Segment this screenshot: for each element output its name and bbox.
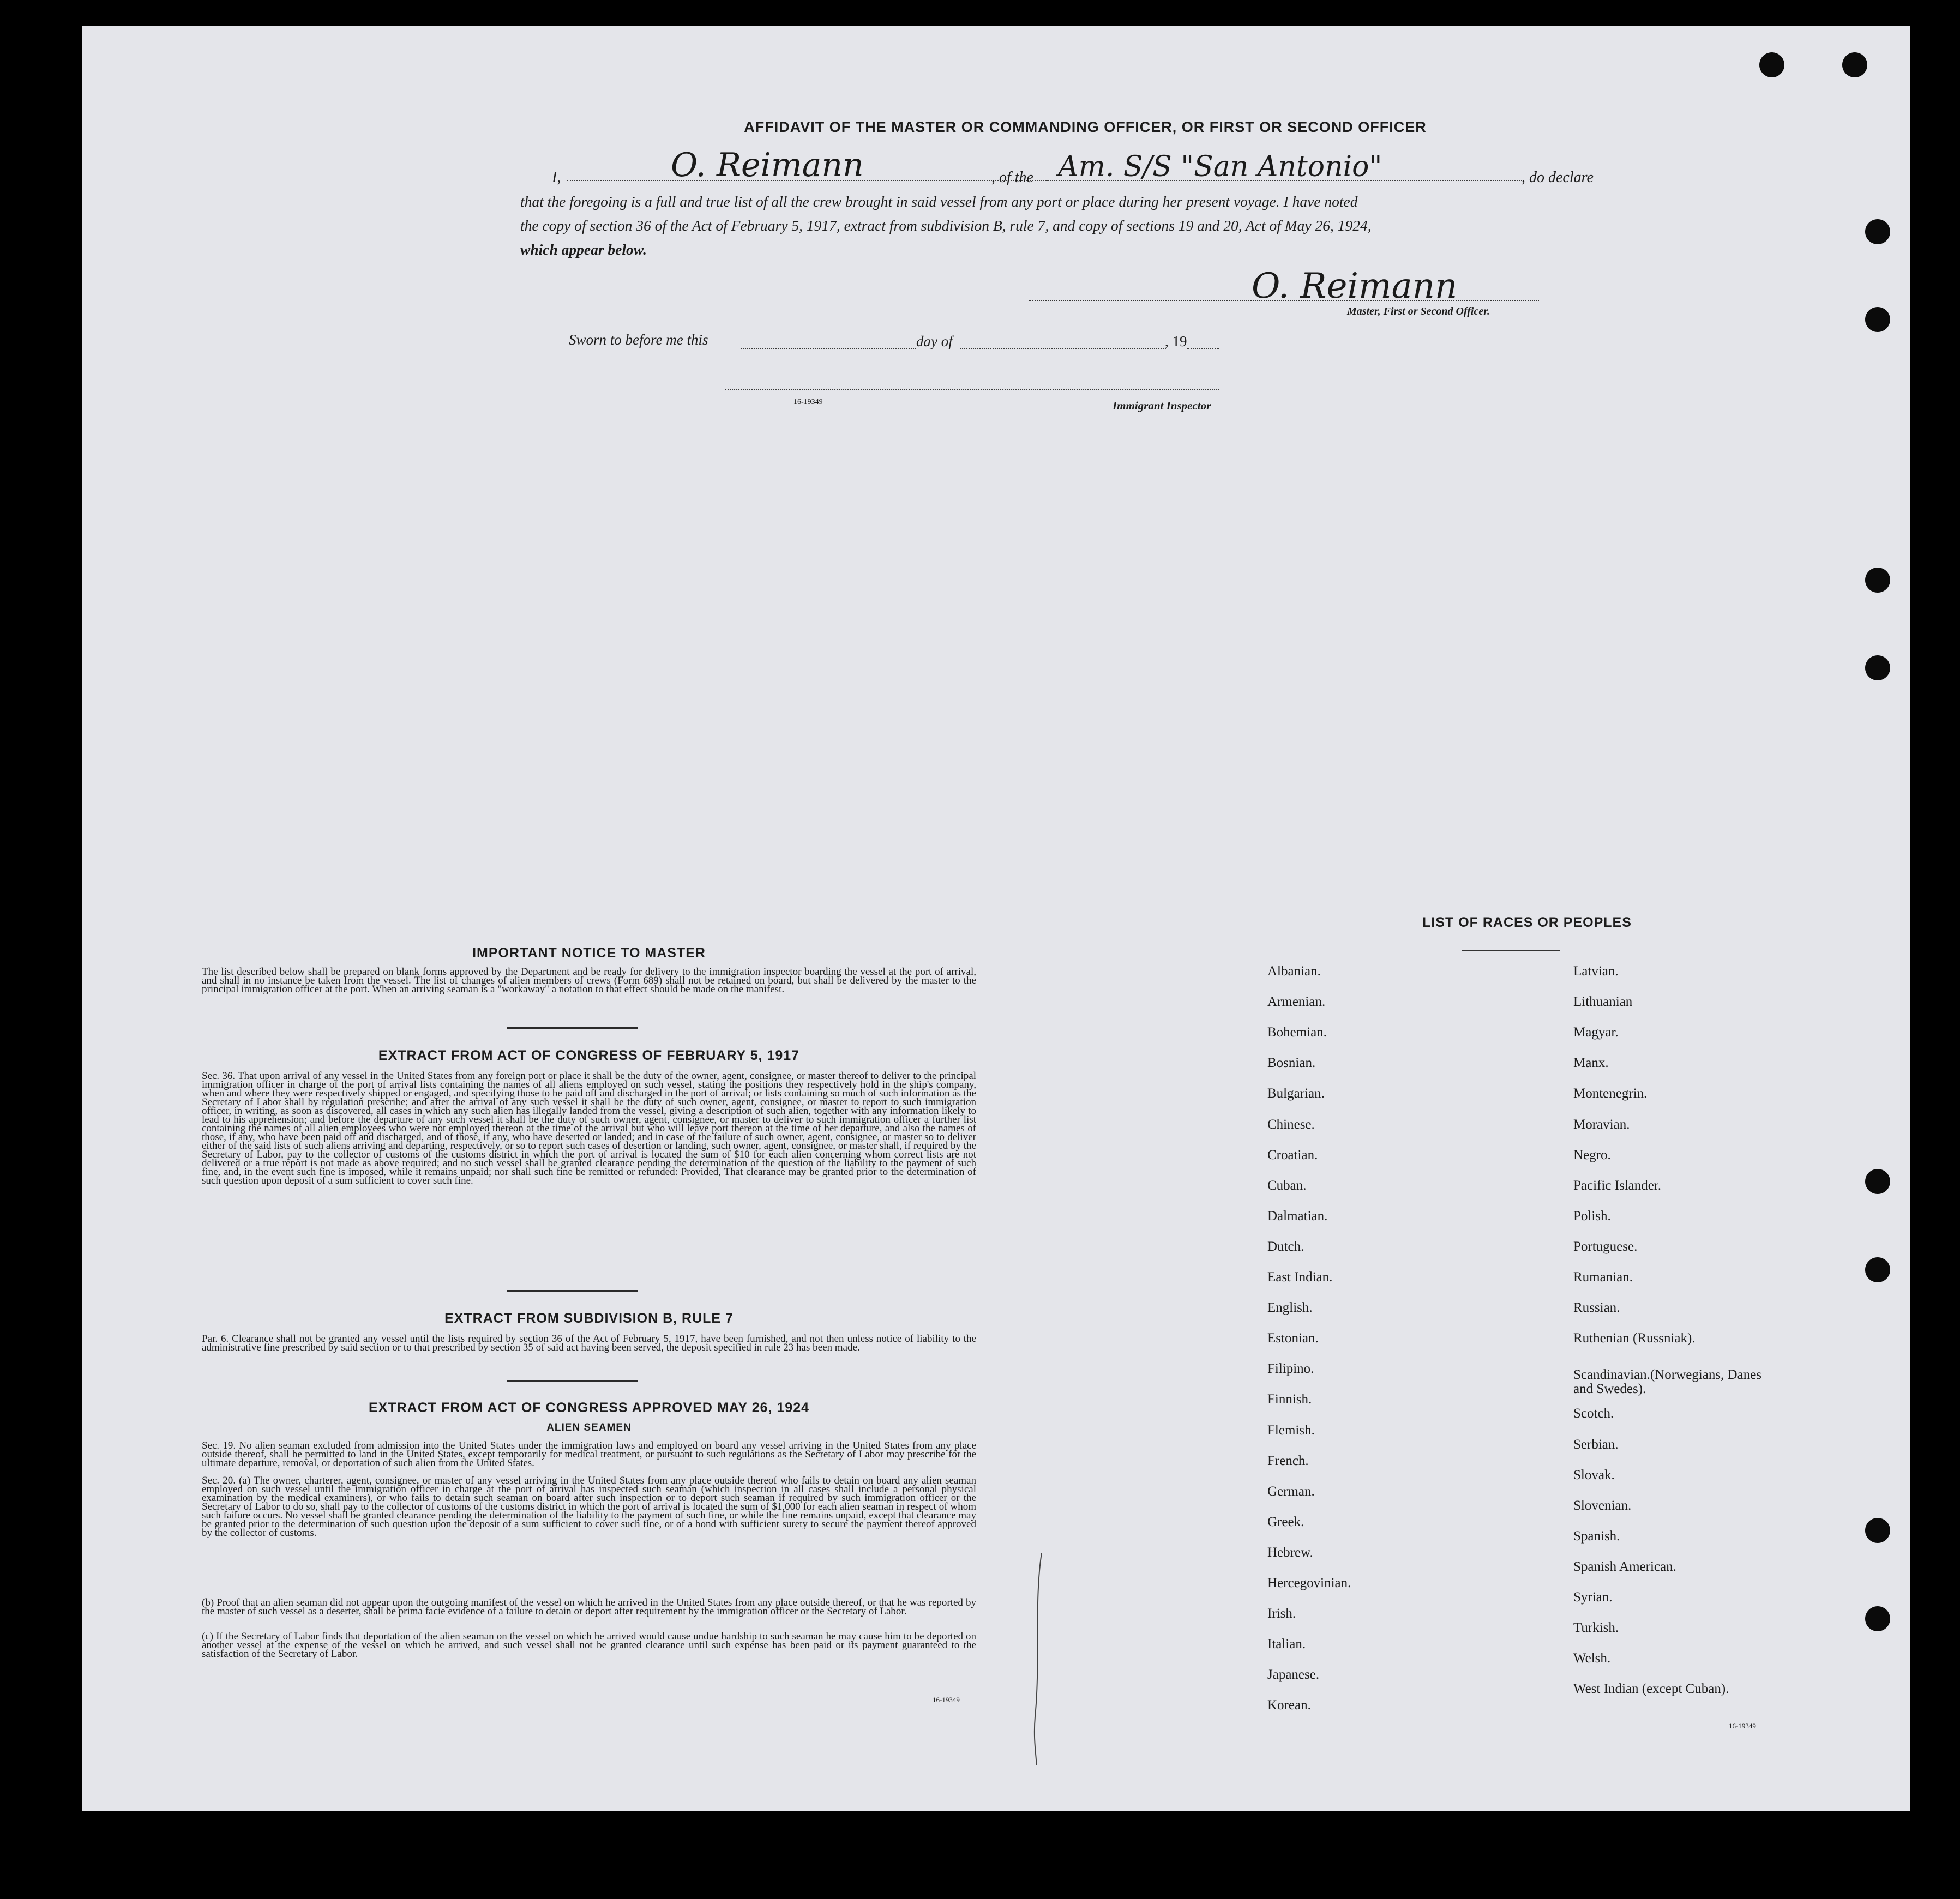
extract-1917-title: EXTRACT FROM ACT OF CONGRESS OF FEBRUARY 5, 1917 (378, 1048, 800, 1063)
race-item: Manx. (1573, 1056, 1609, 1070)
day-of-label: day of (916, 333, 953, 349)
race-item: Syrian. (1573, 1590, 1613, 1605)
rule7-text: Par. 6. Clearance shall not be granted any vessel until the lists required by section 36 of the Act of February 5, 1917, have been furnished, and not then unless notice of liability to the administrative fine prescribed by said section or to that prescribed by section 35 of said act having been served, the deposit specified in rule 23 has been made. (202, 1333, 976, 1353)
race-item: Scotch. (1573, 1406, 1614, 1421)
punch-hole (1865, 568, 1890, 593)
race-item: Latvian. (1573, 964, 1619, 979)
alien-seamen-subtitle: ALIEN SEAMEN (546, 1422, 632, 1433)
race-item: Korean. (1267, 1698, 1311, 1713)
extract-1924-title: EXTRACT FROM ACT OF CONGRESS APPROVED MAY 26, 1924 (368, 1400, 810, 1415)
do-declare-label: , do declare (1522, 169, 1594, 186)
extract-1924-sec20c: (c) If the Secretary of Labor finds that deportation of the alien seaman on the vessel on which he arrived would cause undue hardship to such seaman he may cause him to be deported on another vessel at the expense of the vessel on which he arrived, and such vessel shall not be granted clearance until such expense has been paid or its payment guaranteed to the satisfaction of the Secretary of Labor. (202, 1631, 976, 1660)
race-item: Welsh. (1573, 1651, 1611, 1666)
extract-form-number: 16-19349 (933, 1696, 960, 1704)
race-item: Pacific Islander. (1573, 1178, 1662, 1193)
race-item: Ruthenian (Russniak). (1573, 1331, 1696, 1346)
race-item: West Indian (except Cuban). (1573, 1681, 1729, 1696)
affidavit-line-2: the copy of section 36 of the Act of February 5, 1917, extract from subdivision B, rule 7, and copy of sections 19 and 20, Act of May 26, 1924, (520, 217, 1372, 234)
race-item: Cuban. (1267, 1178, 1307, 1193)
race-item: Hercegovinian. (1267, 1576, 1351, 1590)
race-item: Dutch. (1267, 1239, 1304, 1254)
race-item: Russian. (1573, 1300, 1620, 1315)
punch-hole (1759, 52, 1784, 77)
master-caption: Master, First or Second Officer. (1347, 305, 1490, 317)
race-item: Bulgarian. (1267, 1086, 1325, 1101)
pencil-mark (1031, 1553, 1047, 1765)
race-item: Filipino. (1267, 1361, 1314, 1376)
punch-hole (1865, 307, 1890, 332)
race-item: Flemish. (1267, 1423, 1315, 1438)
race-item: Italian. (1267, 1637, 1306, 1651)
race-item: Spanish. (1573, 1529, 1620, 1544)
race-item: French. (1267, 1454, 1309, 1468)
punch-hole (1865, 1518, 1890, 1543)
race-item: Bosnian. (1267, 1056, 1316, 1070)
race-item: Turkish. (1573, 1620, 1619, 1635)
race-item: Estonian. (1267, 1331, 1319, 1346)
race-item: Polish. (1573, 1209, 1611, 1223)
race-item: German. (1267, 1484, 1315, 1499)
extract-1917-sec36: Sec. 36. That upon arrival of any vessel in the United States from any foreign port or place it shall be the duty of the owner, agent, consignee, or master thereof to deliver to the principal immigration officer in charge of the port of arrival lists containing the names of all aliens employed on such vessel, stating the positions they respectively hold in the ship's company, when and where they were respectively shipped or engaged, and specifying those to be paid off and discharged in the port of arrival; or lists containing so much of such information as the Secretary of Labor shall by regulation prescribe; and after the arrival of any such vessel it shall be the duty of such owner, agent, consignee, or master to report to such immigration officer, in writing, as soon as discovered, all cases in which any such alien has illegally landed from the vessel, giving a description of such alien, together with any information likely to lead to his apprehension; and before the departure of any such vessel it shall be the duty of such owner, agent, consignee, or master to deliver to such immigration officer a further list containing the names of all alien employees who were not employed thereon at the time of the arrival but who will leave port thereon at the time of her departure, and also the names of those, if any, who have been paid off and discharged, and of those, if any, who have deserted or landed; and in case of the failure of such owner, agent, consignee, or master so to deliver either of the said lists of such aliens arriving and departing, respectively, or so to report such cases of desertion or landing, such owner, agent, consignee, or master shall, if required by the Secretary of Labor, pay to the collector of customs of the customs district in which the port of arrival is located the sum of $10 for each alien concerning whom correct lists are not delivered or a true report is not made as above required; and no such vessel shall be granted clearance pending the determination of the question of the liability to the payment of such fine, and, in the event such fine is imposed, while it remains unpaid; nor shall such fine be remitted or refunded: Provided, That clearance may be granted prior to the determination of such question upon deposit of a sum sufficient to cover such fine. (202, 1070, 976, 1186)
race-item: Rumanian. (1573, 1270, 1633, 1285)
master-signature-handwritten: O. Reimann (1252, 266, 1458, 306)
inspector-label: Immigrant Inspector (1113, 399, 1211, 412)
race-item: English. (1267, 1300, 1313, 1315)
race-item: Montenegrin. (1573, 1086, 1648, 1101)
master-name-handwritten: O. Reimann (671, 146, 864, 184)
race-item: Bohemian. (1267, 1025, 1327, 1040)
extract-1924-sec20b: (b) Proof that an alien seaman did not appear upon the outgoing manifest of the vessel on which he arrived in the United States from any place outside thereof, or that he was reported by the master of such vessel as a deserter, shall be prima facie evidence of a failure to detain or deport after requirement by the immigration officer or the Secretary of Labor. (202, 1597, 976, 1617)
race-item: Lithuanian (1573, 994, 1633, 1009)
race-item: Finnish. (1267, 1392, 1312, 1407)
affidavit-line-1: that the foregoing is a full and true list of all the crew brought in said vessel from any port or place during her present voyage. I have noted (520, 193, 1358, 210)
of-the-label: , of the (991, 169, 1033, 186)
race-item: Spanish American. (1573, 1559, 1676, 1574)
race-item: East Indian. (1267, 1270, 1333, 1285)
punch-hole (1865, 1606, 1890, 1631)
race-item: Hebrew. (1267, 1545, 1313, 1560)
race-item: Serbian. (1573, 1437, 1619, 1452)
race-item: Moravian. (1573, 1117, 1630, 1132)
punch-hole (1865, 219, 1890, 244)
notice-text: The list described below shall be prepared on blank forms approved by the Department and be ready for delivery to the immigration inspector boarding the vessel at the port of arrival, and shall in no instance be taken from the vessel. The list of changes of alien members of crews (Form 689) shall not be retained on board, but shall be delivered by the master to the principal immigration officer at the port. When an arriving seaman is a "workaway" a notation to that effect should be made on the manifest. (202, 966, 976, 995)
race-item: Greek. (1267, 1515, 1304, 1529)
punch-hole (1865, 655, 1890, 680)
race-item: Dalmatian. (1267, 1209, 1328, 1223)
punch-hole (1865, 1169, 1890, 1194)
affidavit-line-3: which appear below. (520, 241, 647, 258)
rule7-title: EXTRACT FROM SUBDIVISION B, RULE 7 (444, 1311, 734, 1326)
extract-1924-sec20a: Sec. 20. (a) The owner, charterer, agent, consignee, or master of any vessel arriving in the United States from any place outside thereof who fails to detain on board any alien seaman employed on such vessel until the immigration officer in charge at the port of arrival has inspected such seaman (which inspection in all cases shall include a personal physical examination by the medical examiners), or who fails to detain such seaman on board after such inspection or to deport such seaman if required by such immigration officer or the Secretary of Labor to do so, shall pay to the collector of customs of the customs district in which the port of arrival is located the sum of $1,000 for each alien seaman in respect of whom such failure occurs. No vessel shall be granted clearance pending the determination of the liability to the payment of such fine, or while the fine remains unpaid, except that clearance may be granted prior to the determination of such question upon the deposit of a sum sufficient to cover such fine, or of a bond with sufficient surety to secure the payment thereof approved by the collector of customs. (202, 1475, 976, 1539)
affidavit-title: AFFIDAVIT OF THE MASTER OR COMMANDING OFFICER, OR FIRST OR SECOND OFFICER (744, 119, 1427, 135)
punch-hole (1865, 1257, 1890, 1282)
race-item: Albanian. (1267, 964, 1321, 979)
race-item: Portuguese. (1573, 1239, 1638, 1254)
year-label: , 19 (1165, 333, 1187, 349)
race-item: Scandinavian.(Norwegians, Danes and Swedes). (1573, 1367, 1762, 1396)
race-item: Croatian. (1267, 1148, 1318, 1162)
race-item: Japanese. (1267, 1667, 1320, 1682)
race-item: Chinese. (1267, 1117, 1315, 1132)
vessel-name-handwritten: Am. S/S "San Antonio" (1058, 150, 1382, 183)
races-title: LIST OF RACES OR PEOPLES (1422, 915, 1632, 930)
race-item: Negro. (1573, 1148, 1611, 1162)
affidavit-i-label: I, (552, 169, 561, 186)
extract-1924-sec19: Sec. 19. No alien seaman excluded from admission into the United States under the immigration laws and employed on board any vessel arriving in the United States from any place outside thereof, shall be permitted to land in the United States, except temporarily for medical treatment, or pursuant to such regulations as the Secretary of Labor may prescribe for the ultimate departure, removal, or deportation of such alien from the United States. (202, 1440, 976, 1469)
notice-title: IMPORTANT NOTICE TO MASTER (472, 945, 706, 961)
race-item: Magyar. (1573, 1025, 1619, 1040)
race-item: Slovenian. (1573, 1498, 1632, 1513)
race-item: Armenian. (1267, 994, 1326, 1009)
punch-hole (1842, 52, 1867, 77)
race-item: Slovak. (1573, 1468, 1615, 1482)
form-page (82, 26, 1910, 1811)
affidavit-form-number: 16-19349 (793, 398, 823, 406)
races-form-number: 16-19349 (1729, 1722, 1756, 1730)
race-item: Irish. (1267, 1606, 1296, 1621)
sworn-label: Sworn to before me this (569, 331, 708, 348)
